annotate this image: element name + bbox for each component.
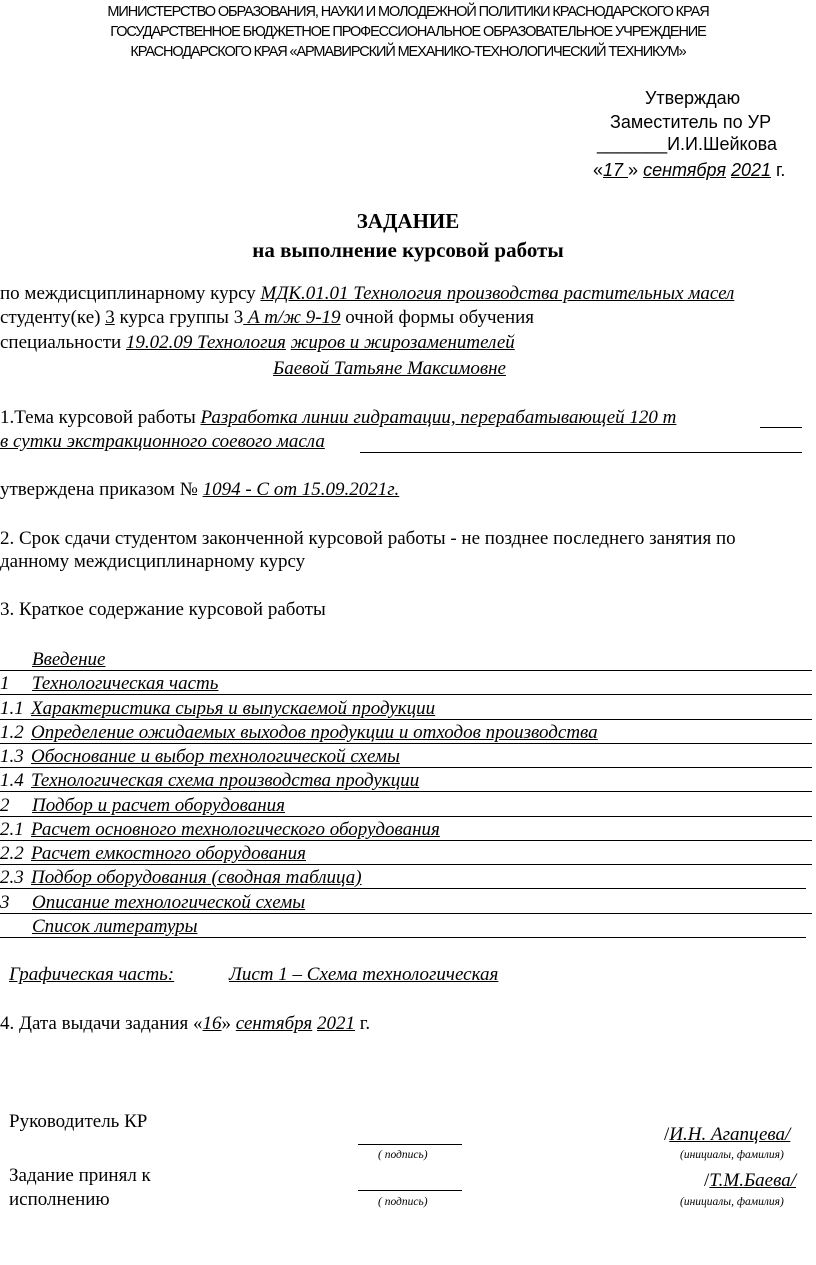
- approval-date: «17 » сентября 2021 г.: [593, 160, 786, 180]
- contents-item-rule: [0, 864, 812, 865]
- contents-item: Технологическая часть: [32, 673, 219, 694]
- contents-item: Описание технологической схемы: [32, 892, 306, 913]
- student-signature-name: Т.М.Баева/: [709, 1170, 797, 1191]
- contents-heading: 3. Краткое содержание курсовой работы: [0, 599, 326, 620]
- approve-label: Утверждаю: [645, 88, 741, 108]
- contents-item-number: 2.3: [0, 867, 24, 888]
- contents-item-rule: [0, 816, 812, 817]
- supervisor-signature-caption: ( подпись): [378, 1149, 428, 1161]
- approver-position: Заместитель по УР: [610, 112, 772, 132]
- contents-item: Подбор оборудования (сводная таблица): [31, 867, 362, 888]
- approver-name: И.И.Шейкова: [667, 134, 777, 154]
- contents-item-rule: [0, 743, 812, 744]
- specialty-line: специальности 19.02.09 Технология жиров и жирозаменителей: [0, 332, 515, 353]
- accepted-label-1: Задание принял к: [9, 1165, 151, 1186]
- supervisor-signature-line: [358, 1144, 462, 1145]
- student-signature-caption: ( подпись): [378, 1196, 428, 1208]
- contents-item-rule: [0, 694, 812, 695]
- supervisor-label: Руководитель КР: [9, 1111, 148, 1132]
- issue-month: сентября: [235, 1013, 313, 1034]
- header-line-1: МИНИСТЕРСТВО ОБРАЗОВАНИЯ, НАУКИ И МОЛОДЕЖНОЙ ПОЛИТИКИ КРАСНОДАРСКОГО КРАЯ: [107, 4, 709, 20]
- document-title: ЗАДАНИЕ: [356, 209, 460, 233]
- approval-year: 2021: [730, 160, 772, 180]
- topic-value-1: Разработка линии гидратации, перерабатывающей 120 т: [200, 407, 677, 428]
- contents-item-rule: [0, 719, 812, 720]
- specialty-rest: жиров и жирозаменителей: [290, 332, 515, 353]
- issue-year-b: 21: [336, 1013, 356, 1034]
- supervisor-name: И.Н. Агапцева/: [669, 1124, 791, 1145]
- discipline-value: МДК.01.01 Технология производства растительных масел: [260, 283, 735, 304]
- contents-item-number: 1.1: [0, 698, 24, 719]
- approver-signature-line: _______И.И.Шейкова: [597, 134, 777, 154]
- topic-line-2-fill: [360, 452, 802, 453]
- supervisor-name-line: /И.Н. Агапцева/: [664, 1124, 791, 1145]
- deadline-line-1: 2. Срок сдачи студентом законченной курсовой работы - не позднее последнего занятия по: [0, 528, 736, 549]
- contents-item: Технологическая схема производства продукции: [31, 770, 420, 791]
- deadline-line-2: данному междисциплинарному курсу: [0, 551, 306, 572]
- contents-item: Список литературы: [32, 916, 198, 937]
- contents-item-rule: [0, 913, 812, 914]
- contents-item-rule: [0, 670, 812, 671]
- header-line-3: КРАСНОДАРСКОГО КРАЯ «АРМАВИРСКИЙ МЕХАНИКО-ТЕХНОЛОГИЧЕСКИЙ ТЕХНИКУМ»: [130, 44, 686, 60]
- approval-day: 17: [603, 160, 629, 180]
- group-value: А т/ж 9-19: [243, 307, 341, 328]
- contents-item-rule: [0, 767, 812, 768]
- specialty-code: 19.02.09 Технология: [125, 332, 286, 353]
- graphic-value: Лист 1 – Схема технологическая: [229, 964, 499, 985]
- contents-item-number: 3: [0, 892, 10, 913]
- contents-item-number: 2.2: [0, 843, 24, 864]
- contents-item-number: 2: [0, 795, 10, 816]
- order-value: 1094 - С от 15.09.2021г.: [202, 479, 400, 500]
- accepted-label-2: исполнению: [9, 1189, 110, 1210]
- contents-item: Обоснование и выбор технологической схемы: [31, 746, 400, 767]
- student-name-line: /Т.М.Баева/: [704, 1170, 797, 1191]
- issue-date-line: 4. Дата выдачи задания «16» сентября 2021 г.: [0, 1013, 371, 1034]
- contents-item-rule: [0, 840, 812, 841]
- discipline-line: по междисциплинарному курсу МДК.01.01 Технология производства растительных масел: [0, 283, 735, 304]
- student-line: студенту(ке) 3 курса группы 3 А т/ж 9-19 очной формы обучения: [0, 307, 535, 328]
- contents-item: Введение: [32, 649, 106, 670]
- topic-line-1-fill: [760, 427, 802, 428]
- issue-year-a: 20: [317, 1013, 337, 1034]
- approval-month: сентября: [643, 160, 726, 180]
- student-signature-line: [358, 1190, 462, 1191]
- contents-item: Расчет основного технологического оборудования: [31, 819, 440, 840]
- contents-item-rule: [0, 791, 812, 792]
- contents-item: Характеристика сырья и выпускаемой продукции: [31, 698, 436, 719]
- contents-item-number: 1.2: [0, 722, 24, 743]
- contents-item-number: 1.4: [0, 770, 24, 791]
- contents-item-number: 1: [0, 673, 10, 694]
- topic-value-2: в сутки экстракционного соевого масла: [0, 431, 325, 452]
- topic-line-1: 1.Тема курсовой работы Разработка линии гидратации, перерабатывающей 120 т: [0, 407, 677, 428]
- student-name: Баевой Татьяне Максимовне: [273, 358, 506, 379]
- contents-item-rule: [0, 937, 806, 938]
- order-line: утверждена приказом № 1094 - С от 15.09.2021г.: [0, 479, 400, 500]
- contents-item-number: 1.3: [0, 746, 24, 767]
- contents-item-number: 2.1: [0, 819, 24, 840]
- course-number: 3: [105, 307, 115, 328]
- contents-item: Подбор и расчет оборудования: [32, 795, 285, 816]
- header-line-2: ГОСУДАРСТВЕННОЕ БЮДЖЕТНОЕ ПРОФЕССИОНАЛЬНОЕ ОБРАЗОВАТЕЛЬНОЕ УЧРЕЖДЕНИЕ: [110, 24, 706, 40]
- contents-item: Расчет емкостного оборудования: [31, 843, 306, 864]
- contents-item: Определение ожидаемых выходов продукции и отходов производства: [31, 722, 598, 743]
- document-subtitle: на выполнение курсовой работы: [252, 238, 564, 262]
- graphic-label: Графическая часть:: [9, 964, 175, 985]
- supervisor-initials-caption: (инициалы, фамилия): [680, 1149, 784, 1161]
- student-initials-caption: (инициалы, фамилия): [680, 1196, 784, 1208]
- issue-day: 16: [202, 1013, 222, 1034]
- contents-item-rule: [0, 888, 806, 889]
